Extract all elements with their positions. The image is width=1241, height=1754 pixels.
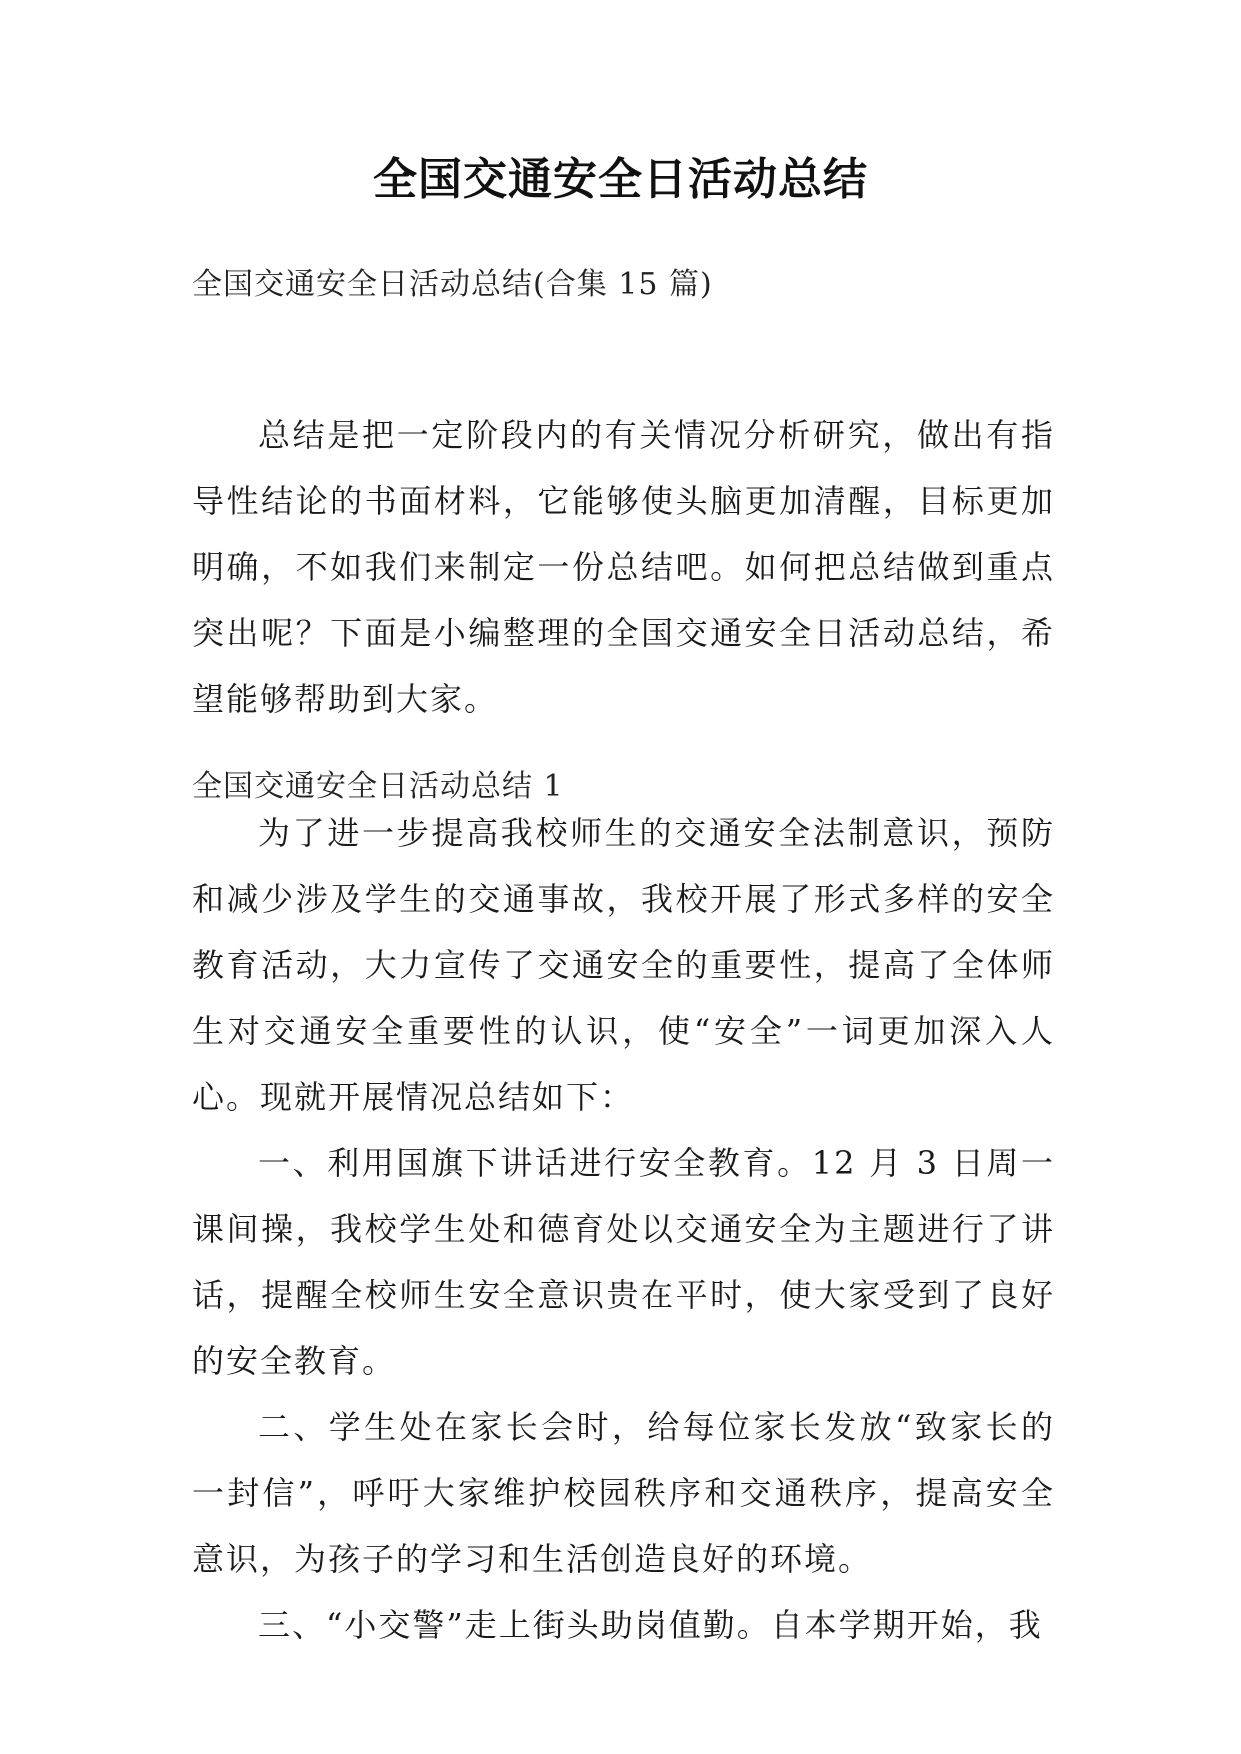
body-paragraph: 三、“小交警”走上街头助岗值勤。自本学期开始，我 [258,1606,1043,1644]
section-heading: 全国交通安全日活动总结 1 [192,769,564,804]
intro-paragraph: 总结是把一定阶段内的有关情况分析研究，做出有指导性结论的书面材料，它能够使头脑更加清醒，目标更加明确，不如我们来制定一份总结吧。如何把总结做到重点突出呢？下面是小编整理的全国交通安全日活动总结，希望能够帮助到大家。 [192,416,1055,718]
body-paragraph: 二、学生处在家长会时，给每位家长发放“致家长的一封信”，呼吁大家维护校园秩序和交通秩序，提高安全意识，为孩子的学习和生活创造良好的环境。 [192,1408,1055,1578]
body-paragraph: 为了进一步提高我校师生的交通安全法制意识，预防和减少涉及学生的交通事故，我校开展了形式多样的安全教育活动，大力宣传了交通安全的重要性，提高了全体师生对交通安全重要性的认识，使“安全”一词更加深入人心。现就开展情况总结如下： [192,814,1055,1116]
page-title: 全国交通安全日活动总结 [373,154,868,205]
section-body [192,800,1055,1658]
intro-section [192,402,1055,732]
body-paragraph: 一、利用国旗下讲话进行安全教育。12 月 3 日周一课间操，我校学生处和德育处以交通安全为主题进行了讲话，提醒全校师生安全意识贵在平时，使大家受到了良好的安全教育。 [192,1144,1055,1380]
document-subtitle: 全国交通安全日活动总结(合集 15 篇) [192,267,713,302]
